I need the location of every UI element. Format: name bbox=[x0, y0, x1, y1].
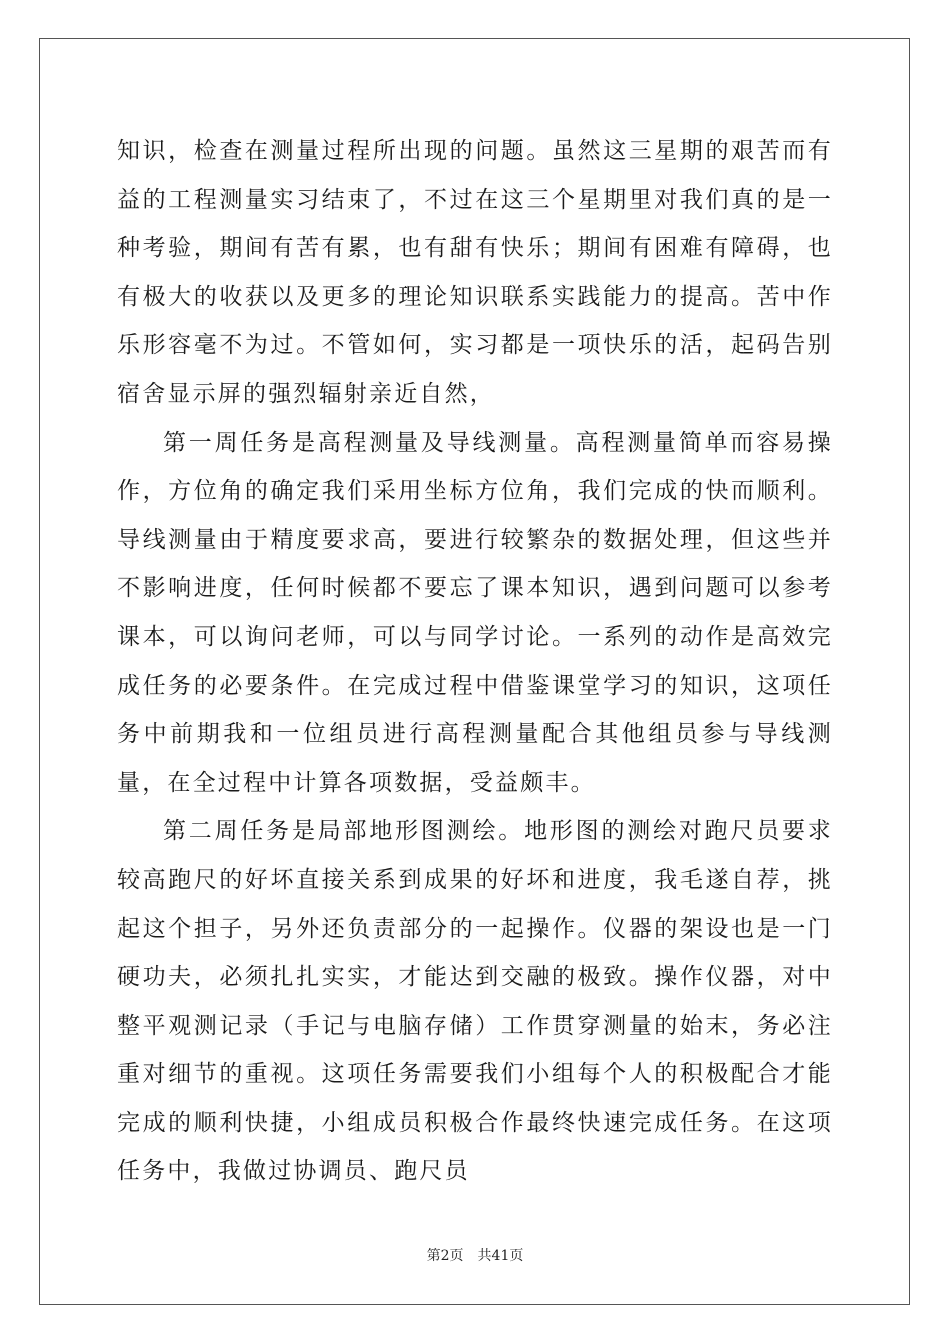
paragraph-1: 知识，检查在测量过程所出现的问题。虽然这三星期的艰苦而有益的工程测量实习结束了，不过在这三个星期里对我们真的是一种考验，期间有苦有累，也有甜有快乐；期间有困难有障碍，也有极大的收获以及更多的理论知识联系实践能力的提高。苦中作乐形容毫不为过。不管如何，实习都是一项快乐的活，起码告别宿舍显示屏的强烈辐射亲近自然， bbox=[117, 138, 833, 407]
document-body bbox=[117, 127, 833, 1196]
paragraph-2: 第一周任务是高程测量及导线测量。高程测量简单而容易操作，方位角的确定我们采用坐标方位角，我们完成的快而顺利。导线测量由于精度要求高，要进行较繁杂的数据处理，但这些并不影响进度，任何时候都不要忘了课本知识，遇到问题可以参考课本，可以询问老师，可以与同学讨论。一系列的动作是高效完成任务的必要条件。在完成过程中借鉴课堂学习的知识，这项任务中前期我和一位组员进行高程测量配合其他组员参与导线测量，在全过程中计算各项数据，受益颇丰。 bbox=[117, 429, 833, 796]
paragraph-3: 第二周任务是局部地形图测绘。地形图的测绘对跑尺员要求较高跑尺的好坏直接关系到成果的好坏和进度，我毛遂自荐，挑起这个担子，另外还负责部分的一起操作。仪器的架设也是一门硬功夫，必须扎扎实实，才能达到交融的极致。操作仪器，对中整平观测记录（手记与电脑存储）工作贯穿测量的始末，务必注重对细节的重视。这项任务需要我们小组每个人的积极配合才能完成的顺利快捷，小组成员积极合作最终快速完成任务。在这项任务中，我做过协调员、跑尺员 bbox=[117, 818, 833, 1185]
page-total: 共41页 bbox=[477, 1248, 524, 1264]
page-footer bbox=[0, 1245, 950, 1265]
page-number: 第2页 bbox=[426, 1248, 464, 1264]
